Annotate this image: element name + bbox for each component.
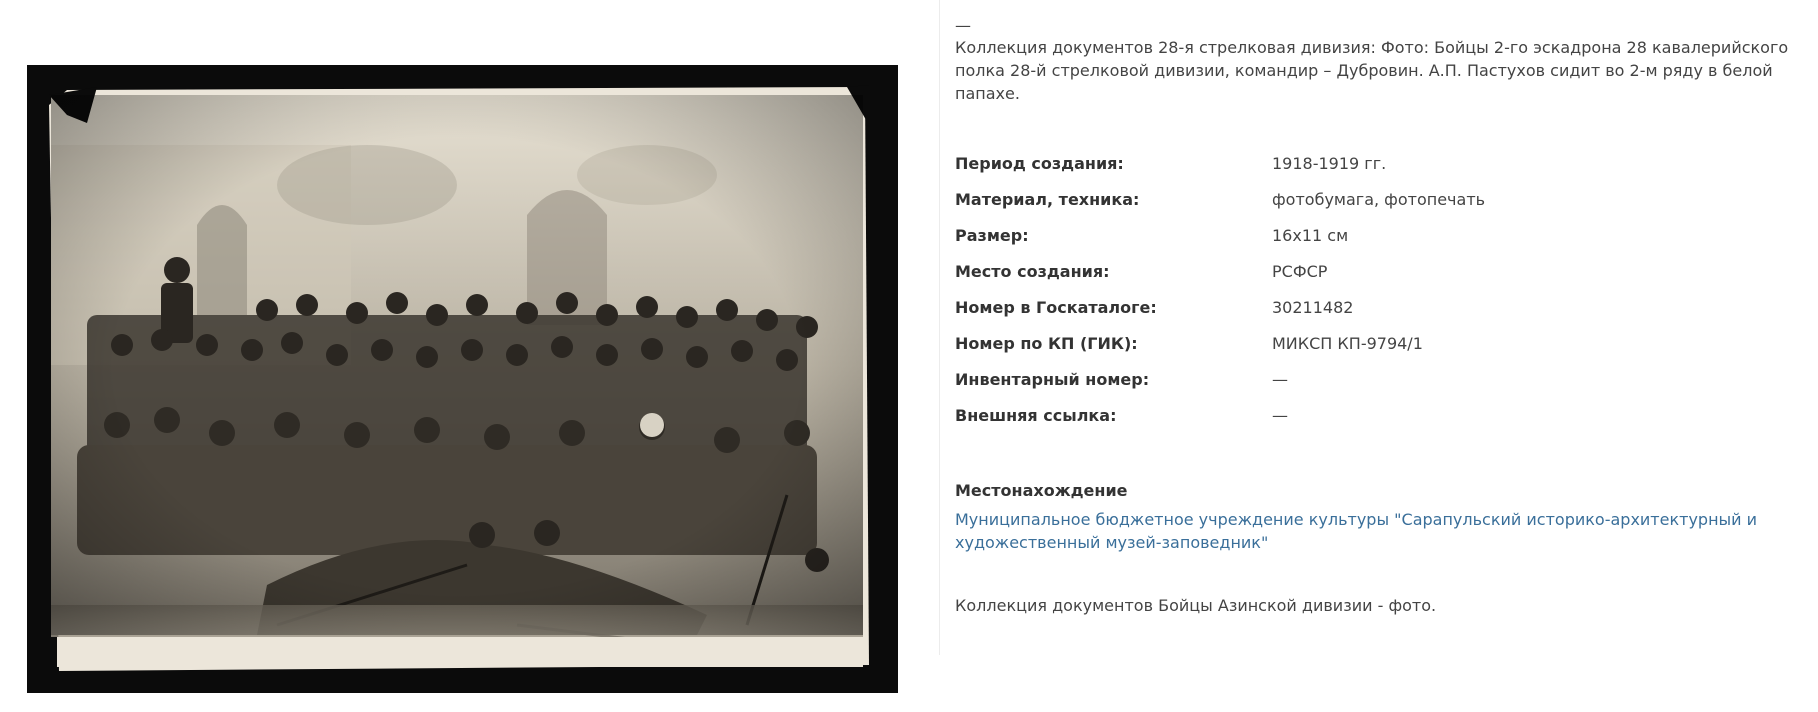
group-portrait-image (27, 65, 898, 693)
property-row (955, 181, 1818, 217)
property-row (955, 145, 1818, 181)
property-row (955, 217, 1818, 253)
property-label: Номер в Госкаталоге: (955, 297, 1157, 317)
property-label: Номер по КП (ГИК): (955, 333, 1138, 353)
property-value: фотобумага, фотопечать (1272, 189, 1486, 209)
property-label: Внешняя ссылка: (955, 405, 1117, 425)
property-label: Размер: (955, 225, 1029, 245)
museum-link[interactable]: Муниципальное бюджетное учреждение культуры "Сарапульский историко-архитектурный и художественный музей-заповедник" (955, 510, 1758, 552)
column-divider (939, 0, 940, 655)
property-row (955, 397, 1818, 433)
property-value: 16х11 см (1272, 225, 1349, 245)
info-panel (955, 14, 1818, 617)
properties-table (955, 145, 1818, 433)
property-value: — (1272, 405, 1288, 425)
artifact-photo[interactable] (27, 65, 898, 693)
property-label: Инвентарный номер: (955, 369, 1150, 389)
property-row (955, 253, 1818, 289)
property-label: Период создания: (955, 153, 1124, 173)
property-row (955, 361, 1818, 397)
property-row (955, 325, 1818, 361)
property-label: Материал, техника: (955, 189, 1140, 209)
property-label: Место создания: (955, 261, 1110, 281)
property-value: МИКСП КП-9794/1 (1272, 333, 1423, 353)
property-value: 1918-1919 гг. (1272, 153, 1387, 173)
property-value: РСФСР (1272, 261, 1328, 281)
location-heading: Местонахождение (955, 481, 1128, 500)
property-row (955, 289, 1818, 325)
property-value: 30211482 (1272, 297, 1354, 317)
property-value: — (1272, 369, 1288, 389)
photo-caption: Коллекция документов 28-я стрелковая дивизия: Фото: Бойцы 2-го эскадрона 28 кавалерийского полка 28-й стрелковой дивизии, командир – Дубровин. А.П. Пастухов сидит во 2-м ряду в белой папахе. (955, 38, 1789, 103)
top-dash: — (955, 16, 971, 35)
collection-note: Коллекция документов Бойцы Азинской дивизии - фото. (955, 596, 1437, 615)
